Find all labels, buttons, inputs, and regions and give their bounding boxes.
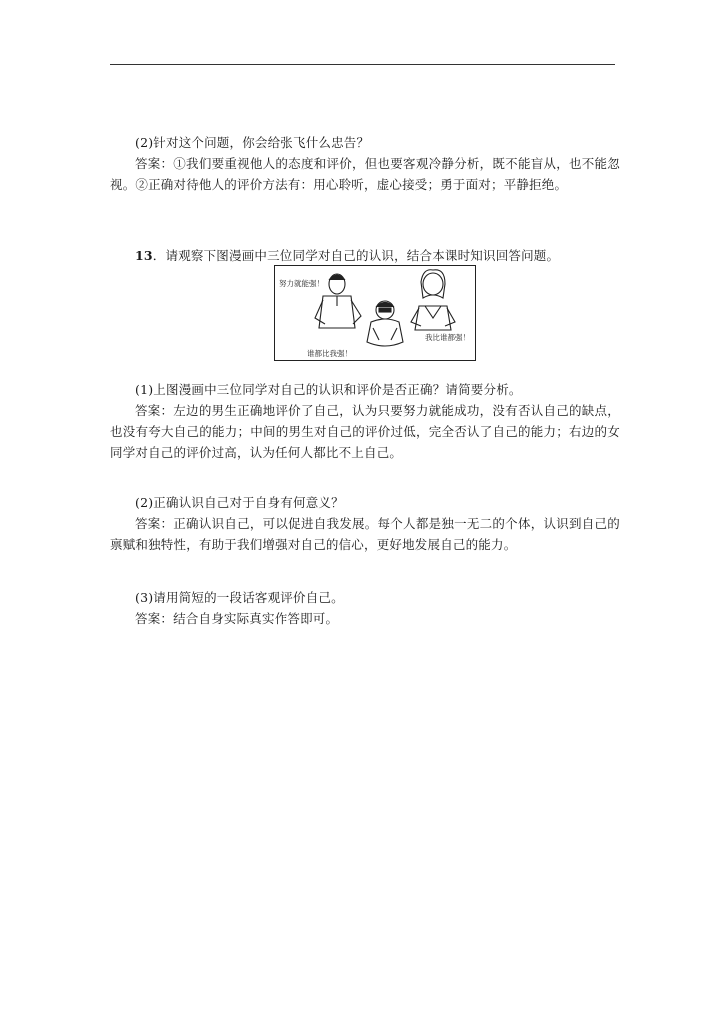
q12-sub2-question: (2)针对这个问题，你会给张飞什么忠告？ <box>135 135 370 150</box>
middle-boy-figure <box>367 301 403 346</box>
q13-stem-text: ．请观察下图漫画中三位同学对自己的认识，结合本课时知识回答问题。 <box>152 248 560 263</box>
q12-sub2-answer: 答案：①我们要重视他人的态度和评价，但也要客观冷静分析，既不能盲从，也不能忽视。②正确对待他人的评价方法有：用心聆听，虚心接受；勇于面对；平静拒绝。 <box>110 156 620 192</box>
header-rule <box>110 64 615 65</box>
q13-sub2-answer: 答案：正确认识自己，可以促进自我发展。每个人都是独一无二的个体，认识到自己的禀赋和独特性，有助于我们增强对自己的信心，更好地发展自己的能力。 <box>110 516 620 552</box>
left-speech: 努力就能强！ <box>279 279 324 288</box>
cartoon-drawing <box>275 266 474 359</box>
q13-sub1-answer: 答案：左边的男生正确地评价了自己，认为只要努力就能成功，没有否认自己的缺点，也没有夸大自己的能力；中间的男生对自己的评价过低，完全否认了自己的能力；右边的女同学对自己的评价过高，认为任何人都比不上自己。 <box>110 403 620 460</box>
q13-sub3-answer: 答案：结合自身实际真实作答即可。 <box>135 611 339 626</box>
q13-sub3-question: (3)请用简短的一段话客观评价自己。 <box>135 590 344 605</box>
q13-sub1-question: (1)上图漫画中三位同学对自己的认识和评价是否正确？请简要分析。 <box>135 382 522 397</box>
q13-sub2-question: (2)正确认识自己对于自身有何意义？ <box>135 495 344 510</box>
cartoon-illustration <box>274 265 476 361</box>
q13-stem <box>110 245 620 266</box>
right-speech: 我比谁都强！ <box>425 333 470 342</box>
middle-speech: 谁都比我强！ <box>307 349 352 358</box>
right-girl-figure <box>411 270 455 330</box>
q13-number: 13 <box>135 248 153 263</box>
